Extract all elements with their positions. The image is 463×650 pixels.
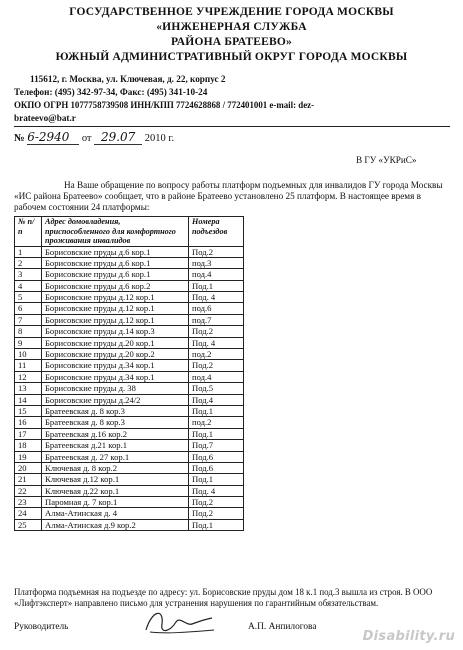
row-number: 14: [15, 394, 42, 405]
row-entrance: Под.2: [189, 360, 244, 371]
row-entrance: Под. 4: [189, 337, 244, 348]
row-address: Ключевая д.22 кор.1: [42, 485, 189, 496]
row-number: 3: [15, 269, 42, 280]
org-district: РАЙОНА БРАТЕЕВО»: [171, 36, 292, 48]
org-service: «ИНЖЕНЕРНАЯ СЛУЖБА: [156, 21, 307, 33]
phone-fax: Телефон: (495) 342-97-34, Факс: (495) 341-10-24: [14, 87, 208, 97]
row-number: 22: [15, 485, 42, 496]
row-number: 17: [15, 428, 42, 439]
table-row: [15, 508, 244, 519]
table-row: [15, 360, 244, 371]
table-row: [15, 405, 244, 416]
table-row: [15, 440, 244, 451]
row-number: 13: [15, 383, 42, 394]
row-address: Борисовские пруды д.6 кор.1: [42, 269, 189, 280]
row-entrance: Под.1: [189, 405, 244, 416]
row-address: Борисовские пруды д.20 кор.2: [42, 349, 189, 360]
table-row: [15, 497, 244, 508]
row-entrance: под.6: [189, 303, 244, 314]
row-number: 19: [15, 451, 42, 462]
org-name: ГОСУДАРСТВЕННОЕ УЧРЕЖДЕНИЕ ГОРОДА МОСКВЫ: [69, 6, 394, 18]
row-number: 25: [15, 519, 42, 530]
table-row: [15, 417, 244, 428]
row-number: 24: [15, 508, 42, 519]
row-entrance: под.2: [189, 417, 244, 428]
outgoing-number: [14, 130, 174, 145]
row-number: 11: [15, 360, 42, 371]
row-address: Борисовские пруды д.34 кор.1: [42, 371, 189, 382]
signatory-name: А.П. Анпилогова: [248, 622, 317, 632]
recipient: В ГУ «УКРиС»: [356, 155, 417, 165]
row-entrance: Под.2: [189, 508, 244, 519]
row-address: Алма-Атинская д.9 кор.2: [42, 519, 189, 530]
row-address: Борисовские пруды д.12 кор.1: [42, 314, 189, 325]
row-entrance: под.4: [189, 371, 244, 382]
row-entrance: Под.6: [189, 462, 244, 473]
row-number: 15: [15, 405, 42, 416]
row-number: 6: [15, 303, 42, 314]
row-entrance: Под.2: [189, 246, 244, 257]
registration-codes: ОКПО ОГРН 1077758739508 ИНН/КПП 7724628868 / 772401001 e-mail: dez-: [14, 100, 315, 110]
outro-paragraph: Платформа подъемная на подъезде по адресу: ул. Борисовские пруды дом 18 к.1 под.3 вышла из строя. В ООО «Лифтэксперт» направлено письмо для устранения нарушения по гарантийным обязательствам.: [14, 587, 433, 608]
row-entrance: Под.1: [189, 280, 244, 291]
row-entrance: Под.5: [189, 383, 244, 394]
row-number: 10: [15, 349, 42, 360]
col-address-header: Адрес домовладения, приспособленного для комфортного проживания инвалидов: [42, 217, 189, 247]
row-address: Алма-Атинская д. 4: [42, 508, 189, 519]
col-entrance-header: Номера подъездов: [189, 217, 244, 247]
handwritten-date: 29.07: [94, 130, 142, 145]
year: 2010 г.: [144, 133, 175, 144]
row-number: 12: [15, 371, 42, 382]
table-row: [15, 337, 244, 348]
row-number: 2: [15, 257, 42, 268]
row-address: Борисовские пруды д.20 кор.1: [42, 337, 189, 348]
table-row: [15, 326, 244, 337]
col-number-header: № п/п: [15, 217, 42, 247]
row-address: Братеевская д. 8 кор.3: [42, 405, 189, 416]
row-entrance: Под.7: [189, 440, 244, 451]
row-entrance: Под.6: [189, 451, 244, 462]
table-header-row: [15, 217, 244, 247]
row-address: Борисовские пруды д.6 кор.1: [42, 257, 189, 268]
handwritten-number: 6-2940: [27, 130, 79, 145]
platform-table: [14, 216, 244, 531]
row-number: 20: [15, 462, 42, 473]
table-row: [15, 257, 244, 268]
table-row: [15, 349, 244, 360]
row-entrance: Под.1: [189, 474, 244, 485]
row-number: 8: [15, 326, 42, 337]
row-entrance: Под.4: [189, 394, 244, 405]
from-label: от: [81, 133, 92, 144]
row-number: 5: [15, 292, 42, 303]
row-address: Борисовские пруды д.6 кор.2: [42, 280, 189, 291]
table-row: [15, 451, 244, 462]
table-row: [15, 394, 244, 405]
org-okrug: ЮЖНЫЙ АДМИНИСТРАТИВНЫЙ ОКРУГ ГОРОДА МОСКВЫ: [55, 51, 408, 63]
table-row: [15, 269, 244, 280]
row-address: Борисовские пруды д.12 кор.1: [42, 303, 189, 314]
header-rule: [14, 126, 450, 127]
table-row: [15, 280, 244, 291]
table-row: [15, 371, 244, 382]
row-address: Братеевская д. 8 кор.3: [42, 417, 189, 428]
table-row: [15, 246, 244, 257]
row-address: Борисовские пруды д.6 кор.1: [42, 246, 189, 257]
row-number: 21: [15, 474, 42, 485]
row-number: 18: [15, 440, 42, 451]
table-row: [15, 462, 244, 473]
row-entrance: под.4: [189, 269, 244, 280]
intro-paragraph: На Ваше обращение по вопросу работы платформ подъемных для инвалидов ГУ города Москвы «ИС района Братеево» сообщает, что в районе Братеево установлено 25 платформ. В настоящее время в рабочем состоянии 24 платформы:: [14, 180, 443, 212]
signatory-role: Руководитель: [14, 622, 69, 632]
row-number: 23: [15, 497, 42, 508]
table-row: [15, 314, 244, 325]
row-number: 7: [15, 314, 42, 325]
number-sign: №: [14, 133, 25, 144]
table-row: [15, 474, 244, 485]
row-address: Борисовские пруды д.14 кор.3: [42, 326, 189, 337]
row-address: Паромная д. 7 кор.1: [42, 497, 189, 508]
row-entrance: Под.1: [189, 428, 244, 439]
table-row: [15, 303, 244, 314]
row-address: Братеевская д. 27 кор.1: [42, 451, 189, 462]
row-address: Борисовские пруды д.24/2: [42, 394, 189, 405]
handwritten-signature: [140, 604, 220, 640]
row-entrance: Под. 4: [189, 485, 244, 496]
row-address: Ключевая д.12 кор.1: [42, 474, 189, 485]
row-number: 16: [15, 417, 42, 428]
row-address: Борисовские пруды д. 38: [42, 383, 189, 394]
row-entrance: Под. 4: [189, 292, 244, 303]
row-entrance: Под.1: [189, 519, 244, 530]
email-continuation: brateevo@bat.r: [14, 113, 76, 123]
watermark: Disability.ru: [362, 629, 455, 644]
row-entrance: под.2: [189, 349, 244, 360]
row-number: 9: [15, 337, 42, 348]
row-number: 1: [15, 246, 42, 257]
table-row: [15, 383, 244, 394]
table-row: [15, 485, 244, 496]
table-row: [15, 292, 244, 303]
row-number: 4: [15, 280, 42, 291]
row-address: Братеевская д.16 кор.2: [42, 428, 189, 439]
row-address: Борисовские пруды д.34 кор.1: [42, 360, 189, 371]
row-entrance: под.7: [189, 314, 244, 325]
row-entrance: Под.2: [189, 497, 244, 508]
row-address: Борисовские пруды д.12 кор.1: [42, 292, 189, 303]
row-address: Братеевская д.21 кор.1: [42, 440, 189, 451]
row-address: Ключевая д. 8 кор.2: [42, 462, 189, 473]
table-row: [15, 428, 244, 439]
address: 115612, г. Москва, ул. Ключевая, д. 22, корпус 2: [30, 74, 226, 84]
table-row: [15, 519, 244, 530]
row-entrance: Под.2: [189, 326, 244, 337]
row-entrance: под.3: [189, 257, 244, 268]
